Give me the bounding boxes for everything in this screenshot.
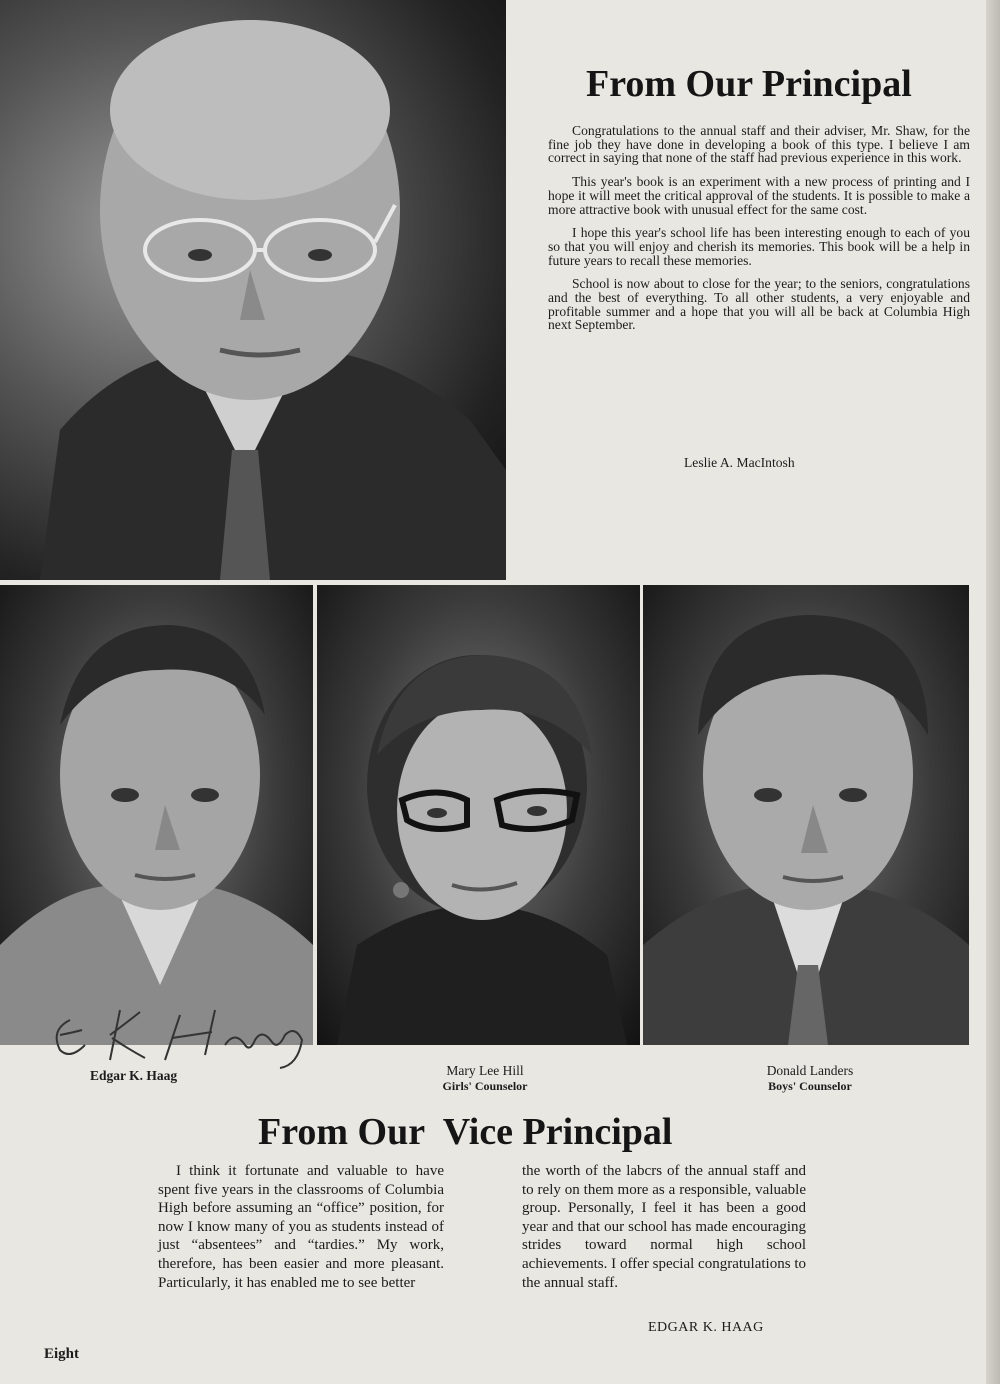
landers-portrait	[643, 585, 969, 1045]
principal-portrait	[0, 0, 506, 580]
hill-name: Mary Lee Hill	[446, 1063, 524, 1078]
haag-handwritten-signature	[40, 990, 310, 1070]
landers-name: Donald Landers	[766, 1063, 854, 1078]
hill-role: Girls' Counselor	[442, 1079, 528, 1093]
principal-paragraph-2: This year's book is an experiment with a new process of printing and I hope it will meet the critical approval of the students. It is possible to make a more attractive book with unusual effect for the same cost.	[548, 174, 970, 217]
vice-principal-signature: EDGAR K. HAAG	[648, 1320, 764, 1335]
vice-principal-text-2: the worth of the labcrs of the annual staff and to rely on them more as a responsible, valuable group. Personally, I feel it has been a good year and that our school has made encouraging strides toward normal high school achievements. I offer special congratulations to the annual staff.	[522, 1163, 806, 1291]
principal-paragraph-3: I hope this year's school life has been interesting enough to each of you so that you will enjoy and cherish its memories. This book will be a help in future years to recall these memories.	[548, 225, 970, 268]
vice-principal-heading: From Our Vice Principal	[258, 1111, 673, 1153]
principal-signature: Leslie A. MacIntosh	[684, 455, 795, 470]
haag-portrait	[0, 585, 313, 1045]
vice-principal-column-1	[158, 1162, 444, 1292]
hill-portrait	[317, 585, 640, 1045]
haag-name: Edgar K. Haag	[90, 1068, 178, 1083]
hill-caption	[420, 1063, 550, 1094]
haag-caption	[90, 1068, 177, 1084]
vice-principal-column-2	[522, 1162, 806, 1292]
landers-caption	[745, 1063, 875, 1094]
landers-role: Boys' Counselor	[768, 1079, 852, 1093]
page-number: Eight	[44, 1346, 80, 1362]
principal-heading: From Our Principal	[586, 63, 912, 105]
principal-paragraph-1: Congratulations to the annual staff and their adviser, Mr. Shaw, for the fine job they have done in developing a book of this type. I believe I am correct in saying that none of the staff had previous experience in this work.	[548, 123, 970, 166]
page-edge-shadow	[986, 0, 1000, 1384]
principal-message	[548, 124, 970, 342]
vice-principal-text-1: I think it fortunate and valuable to have spent five years in the classrooms of Columbia High before assuming an “office” position, for now I know many of you as students instead of just “absentees” and “tardies.” My work, therefore, has been easier and more pleasant. Particularly, it has enabled me to see better	[158, 1163, 444, 1291]
principal-paragraph-4: School is now about to close for the year; to the seniors, congratulations and the best of everything. To all other students, a very enjoyable and profitable summer and a hope that you will all be back at Columbia High next September.	[548, 276, 970, 333]
